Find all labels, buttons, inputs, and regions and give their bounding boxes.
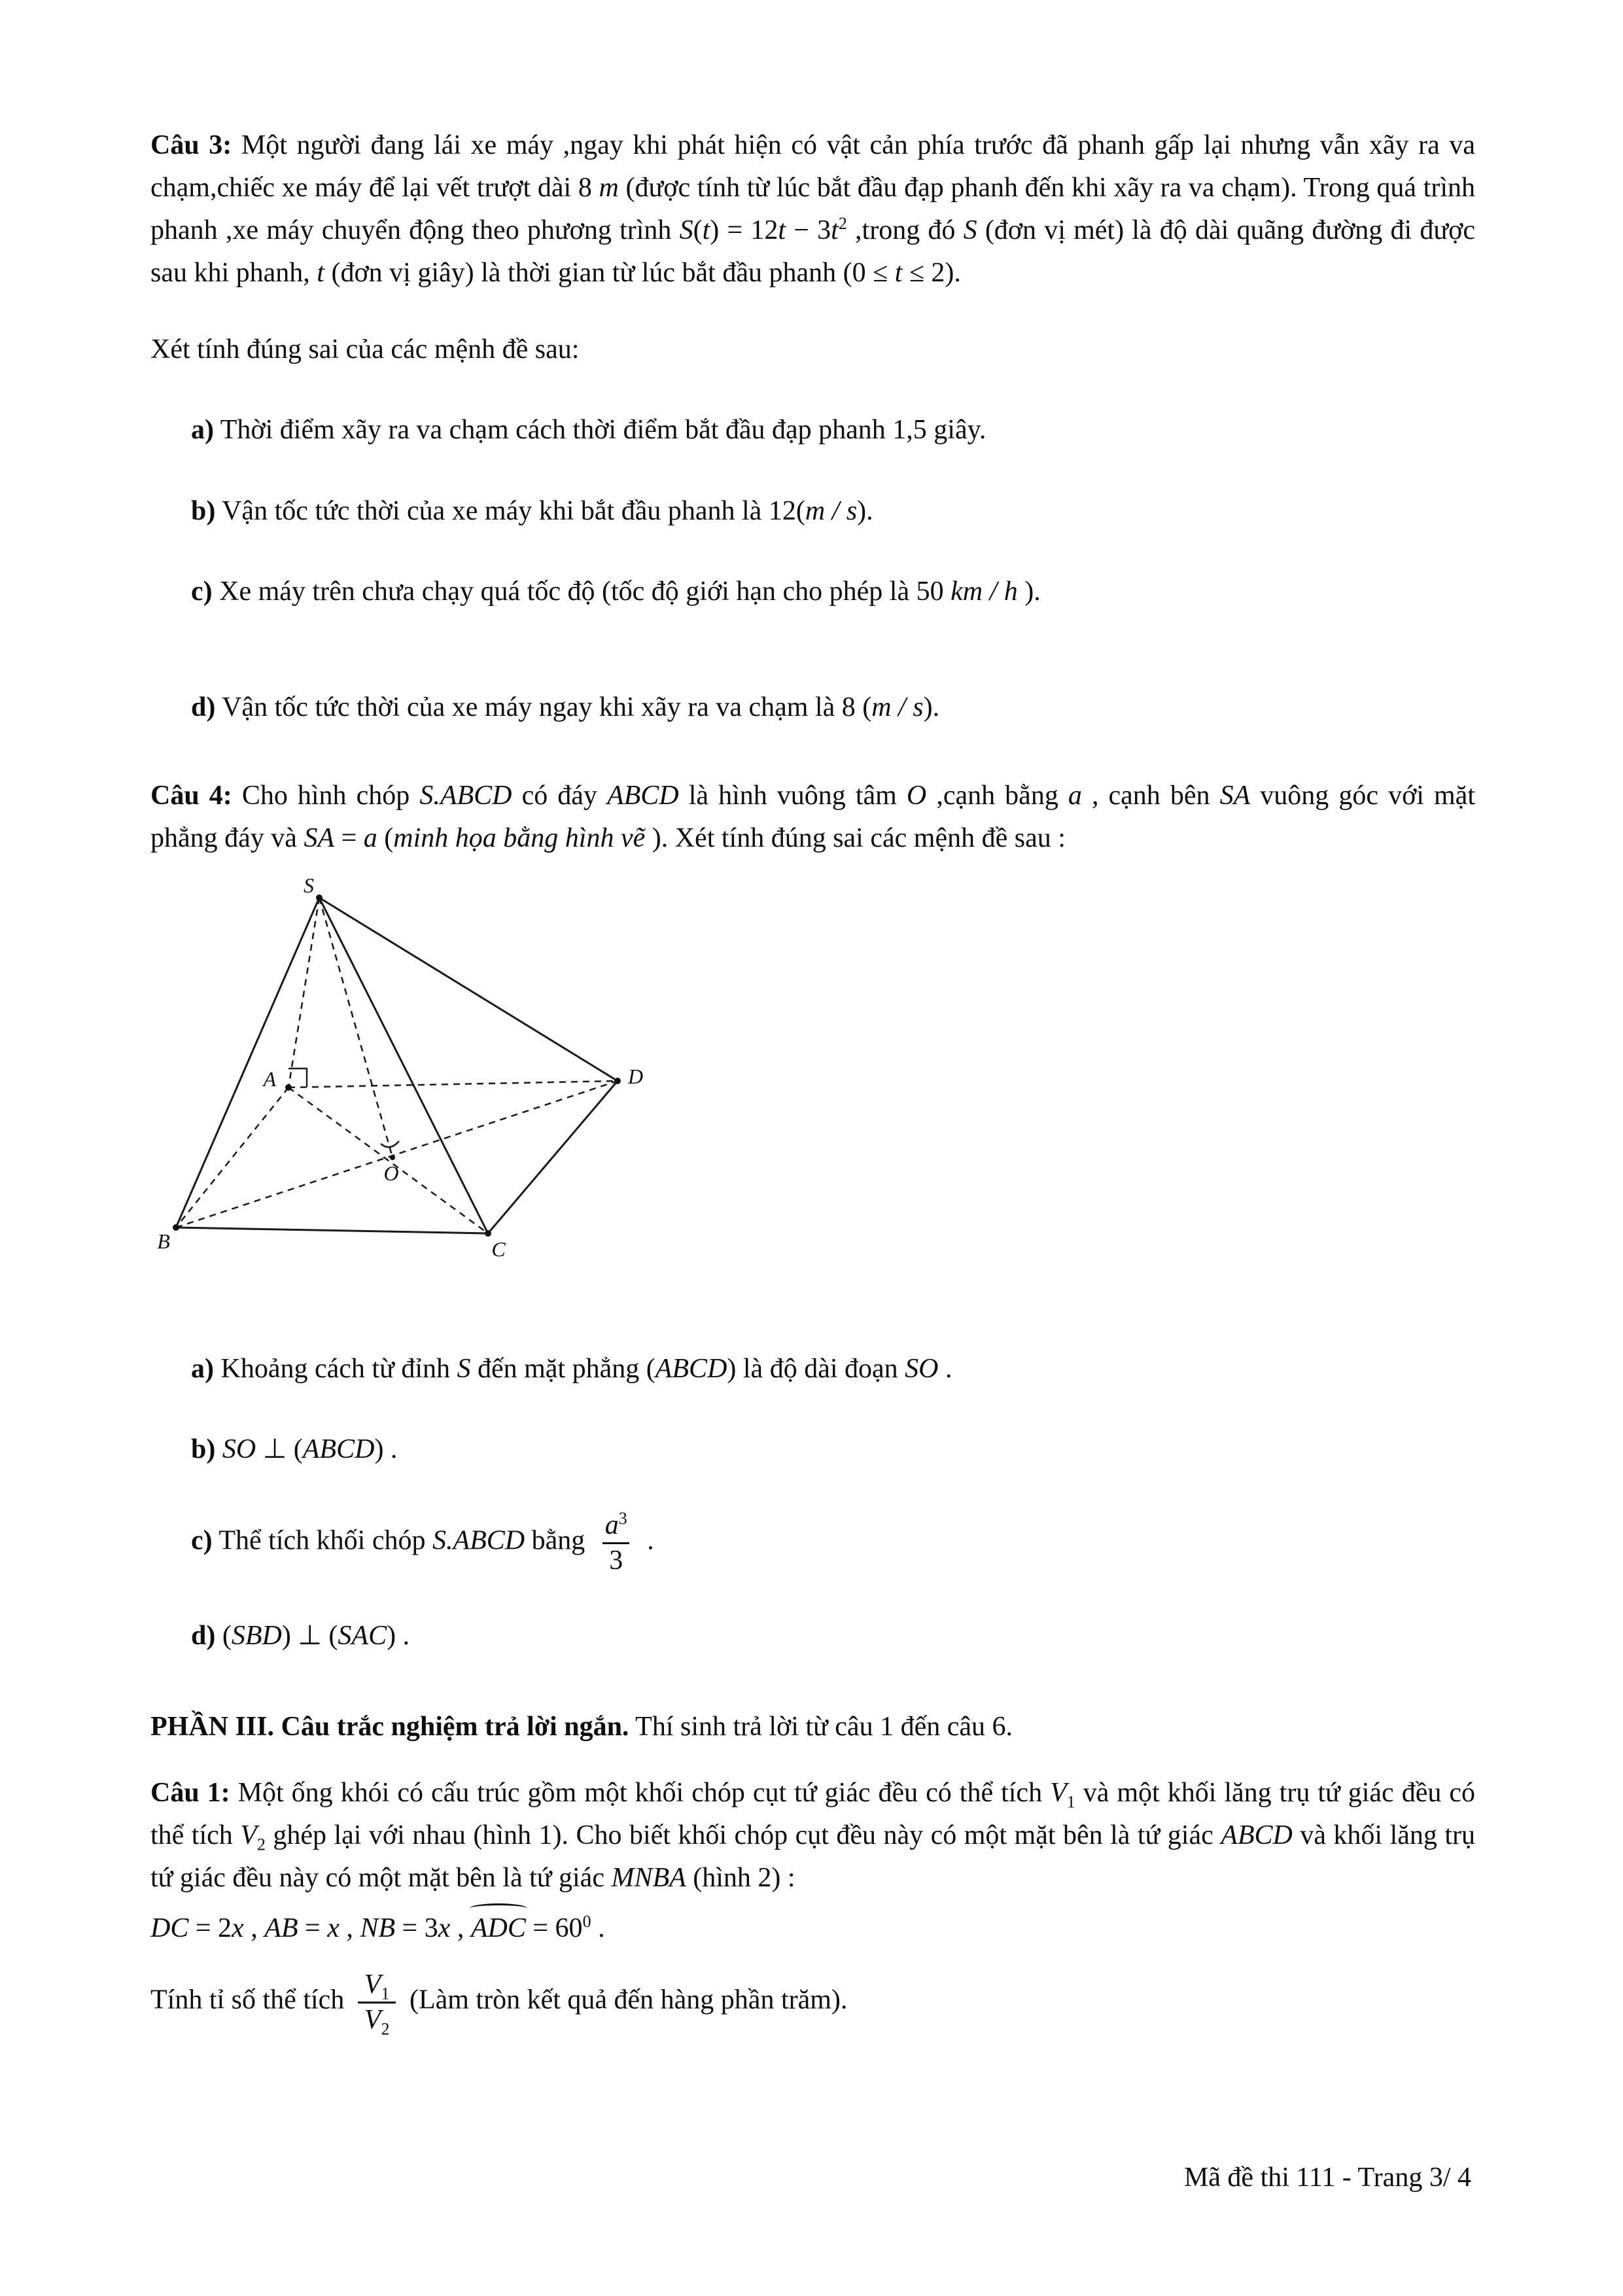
- edge-BC: [176, 1227, 488, 1233]
- label-C: C: [491, 1237, 506, 1262]
- question-3-option-d: d) Vận tốc tức thời của xe máy ngay khi xãy ra va chạm là 8 (m / s).: [191, 692, 940, 722]
- label-S: S: [304, 878, 314, 898]
- right-angle-mark-A: [288, 1069, 307, 1087]
- label-O: O: [383, 1161, 399, 1186]
- vertex-dot-C: [485, 1230, 491, 1237]
- question-3-option-a: a) Thời điểm xãy ra va chạm cách thời điểm bắt đầu đạp phanh 1,5 giây.: [191, 415, 986, 446]
- edge-AB: [176, 1087, 288, 1227]
- question-1-statement: Câu 1: Một ống khói có cấu trúc gồm một khối chóp cụt tứ giác đều có thể tích $V_1$ và một khối lăng trụ tứ giác đều có thể tích $V_2$ ghép lại với nhau (hình 1). Cho biết khối chóp cụt đều này có một mặt bên là tứ giác ABCD và khối lăng trụ tứ giác đều này có một mặt bên là tứ giác MNBA (hình 2) :: [150, 1778, 1476, 1894]
- center-dot-O: [390, 1155, 395, 1160]
- question-4-statement: Câu 4: Cho hình chóp S.ABCD có đáy ABCD là hình vuông tâm O ,cạnh bằng a , cạnh bên SA vuông góc với mặt phẳng đáy và SA = a (minh họa bằng hình vẽ ). Xét tính đúng sai các mệnh đề sau :: [150, 780, 1475, 853]
- question-3-statement: Câu 3: Một người đang lái xe máy ,ngay khi phát hiện có vật cản phía trước đã phanh gấp lại nhưng vẫn xãy ra va chạm,chiếc xe máy để lại vết trượt dài 8 m (được tính từ lúc bắt đầu đạp phanh đến khi xãy ra va chạm). Trong quá trình phanh ,xe máy chuyển động theo phương trình $S(t) = 12t - 3t^2$ ,trong đó S (đơn vị mét) là độ dài quãng đường đi được sau khi phanh, t (đơn vị giây) là thời gian từ lúc bắt đầu phanh (0 ≤ t ≤ 2).: [150, 130, 1475, 289]
- question-3-intro: Xét tính đúng sai của các mệnh đề sau:: [150, 334, 580, 365]
- label-D: D: [628, 1065, 644, 1089]
- edge-SD: [319, 898, 618, 1081]
- vertex-dot-A: [285, 1084, 292, 1091]
- edge-AD: [288, 1081, 618, 1087]
- vertex-dot-D: [614, 1078, 621, 1084]
- pyramid-figure: [150, 878, 713, 1297]
- label-A: A: [263, 1067, 276, 1091]
- pyramid-sabcd-drawing: [150, 878, 713, 1284]
- question-1-task: Tính tỉ số thể tích $\frac{V_1}{V_2}$ (Làm tròn kết quả đến hàng phần trăm).: [150, 1969, 848, 2039]
- question-4-option-d: d) (SBD) ⊥ (SAC) .: [191, 1620, 410, 1651]
- question-3-option-b: b) Vận tốc tức thời của xe máy khi bắt đầu phanh là 12(m / s).: [191, 495, 873, 526]
- question-1-given-values: DC = 2x , AB = x , NB = 3x , ADC = $60^0$ .: [150, 1907, 1475, 1950]
- edge-SC: [319, 898, 488, 1233]
- part-3-heading: PHẦN III. Câu trắc nghiệm trả lời ngắn. Thí sinh trả lời từ câu 1 đến câu 6.: [150, 1712, 1013, 1742]
- question-4-option-b: b) SO ⊥ (ABCD) .: [191, 1434, 398, 1465]
- vertex-dot-B: [173, 1224, 179, 1231]
- edge-SA: [288, 898, 319, 1087]
- edge-CD: [488, 1081, 618, 1233]
- question-4-option-c: c) Thể tích khối chóp S.ABCD bằng $\frac{a^3}{3}$ .: [191, 1509, 1475, 1577]
- angle-mark-O: [381, 1141, 399, 1147]
- question-3-option-c: c) Xe máy trên chưa chạy quá tốc độ (tốc độ giới hạn cho phép là 50 km / h ).: [191, 576, 1041, 607]
- page-footer: Mã đề thi 111 - Trang 3/ 4: [1183, 2162, 1471, 2193]
- vertex-dot-S: [316, 894, 323, 901]
- diagonal-BD: [176, 1081, 618, 1227]
- question-4-option-a: a) Khoảng cách từ đỉnh S đến mặt phẳng (ABCD) là độ dài đoạn SO .: [191, 1354, 952, 1385]
- diagonal-AC: [288, 1087, 488, 1233]
- label-B: B: [157, 1229, 170, 1254]
- edge-SB: [176, 898, 319, 1227]
